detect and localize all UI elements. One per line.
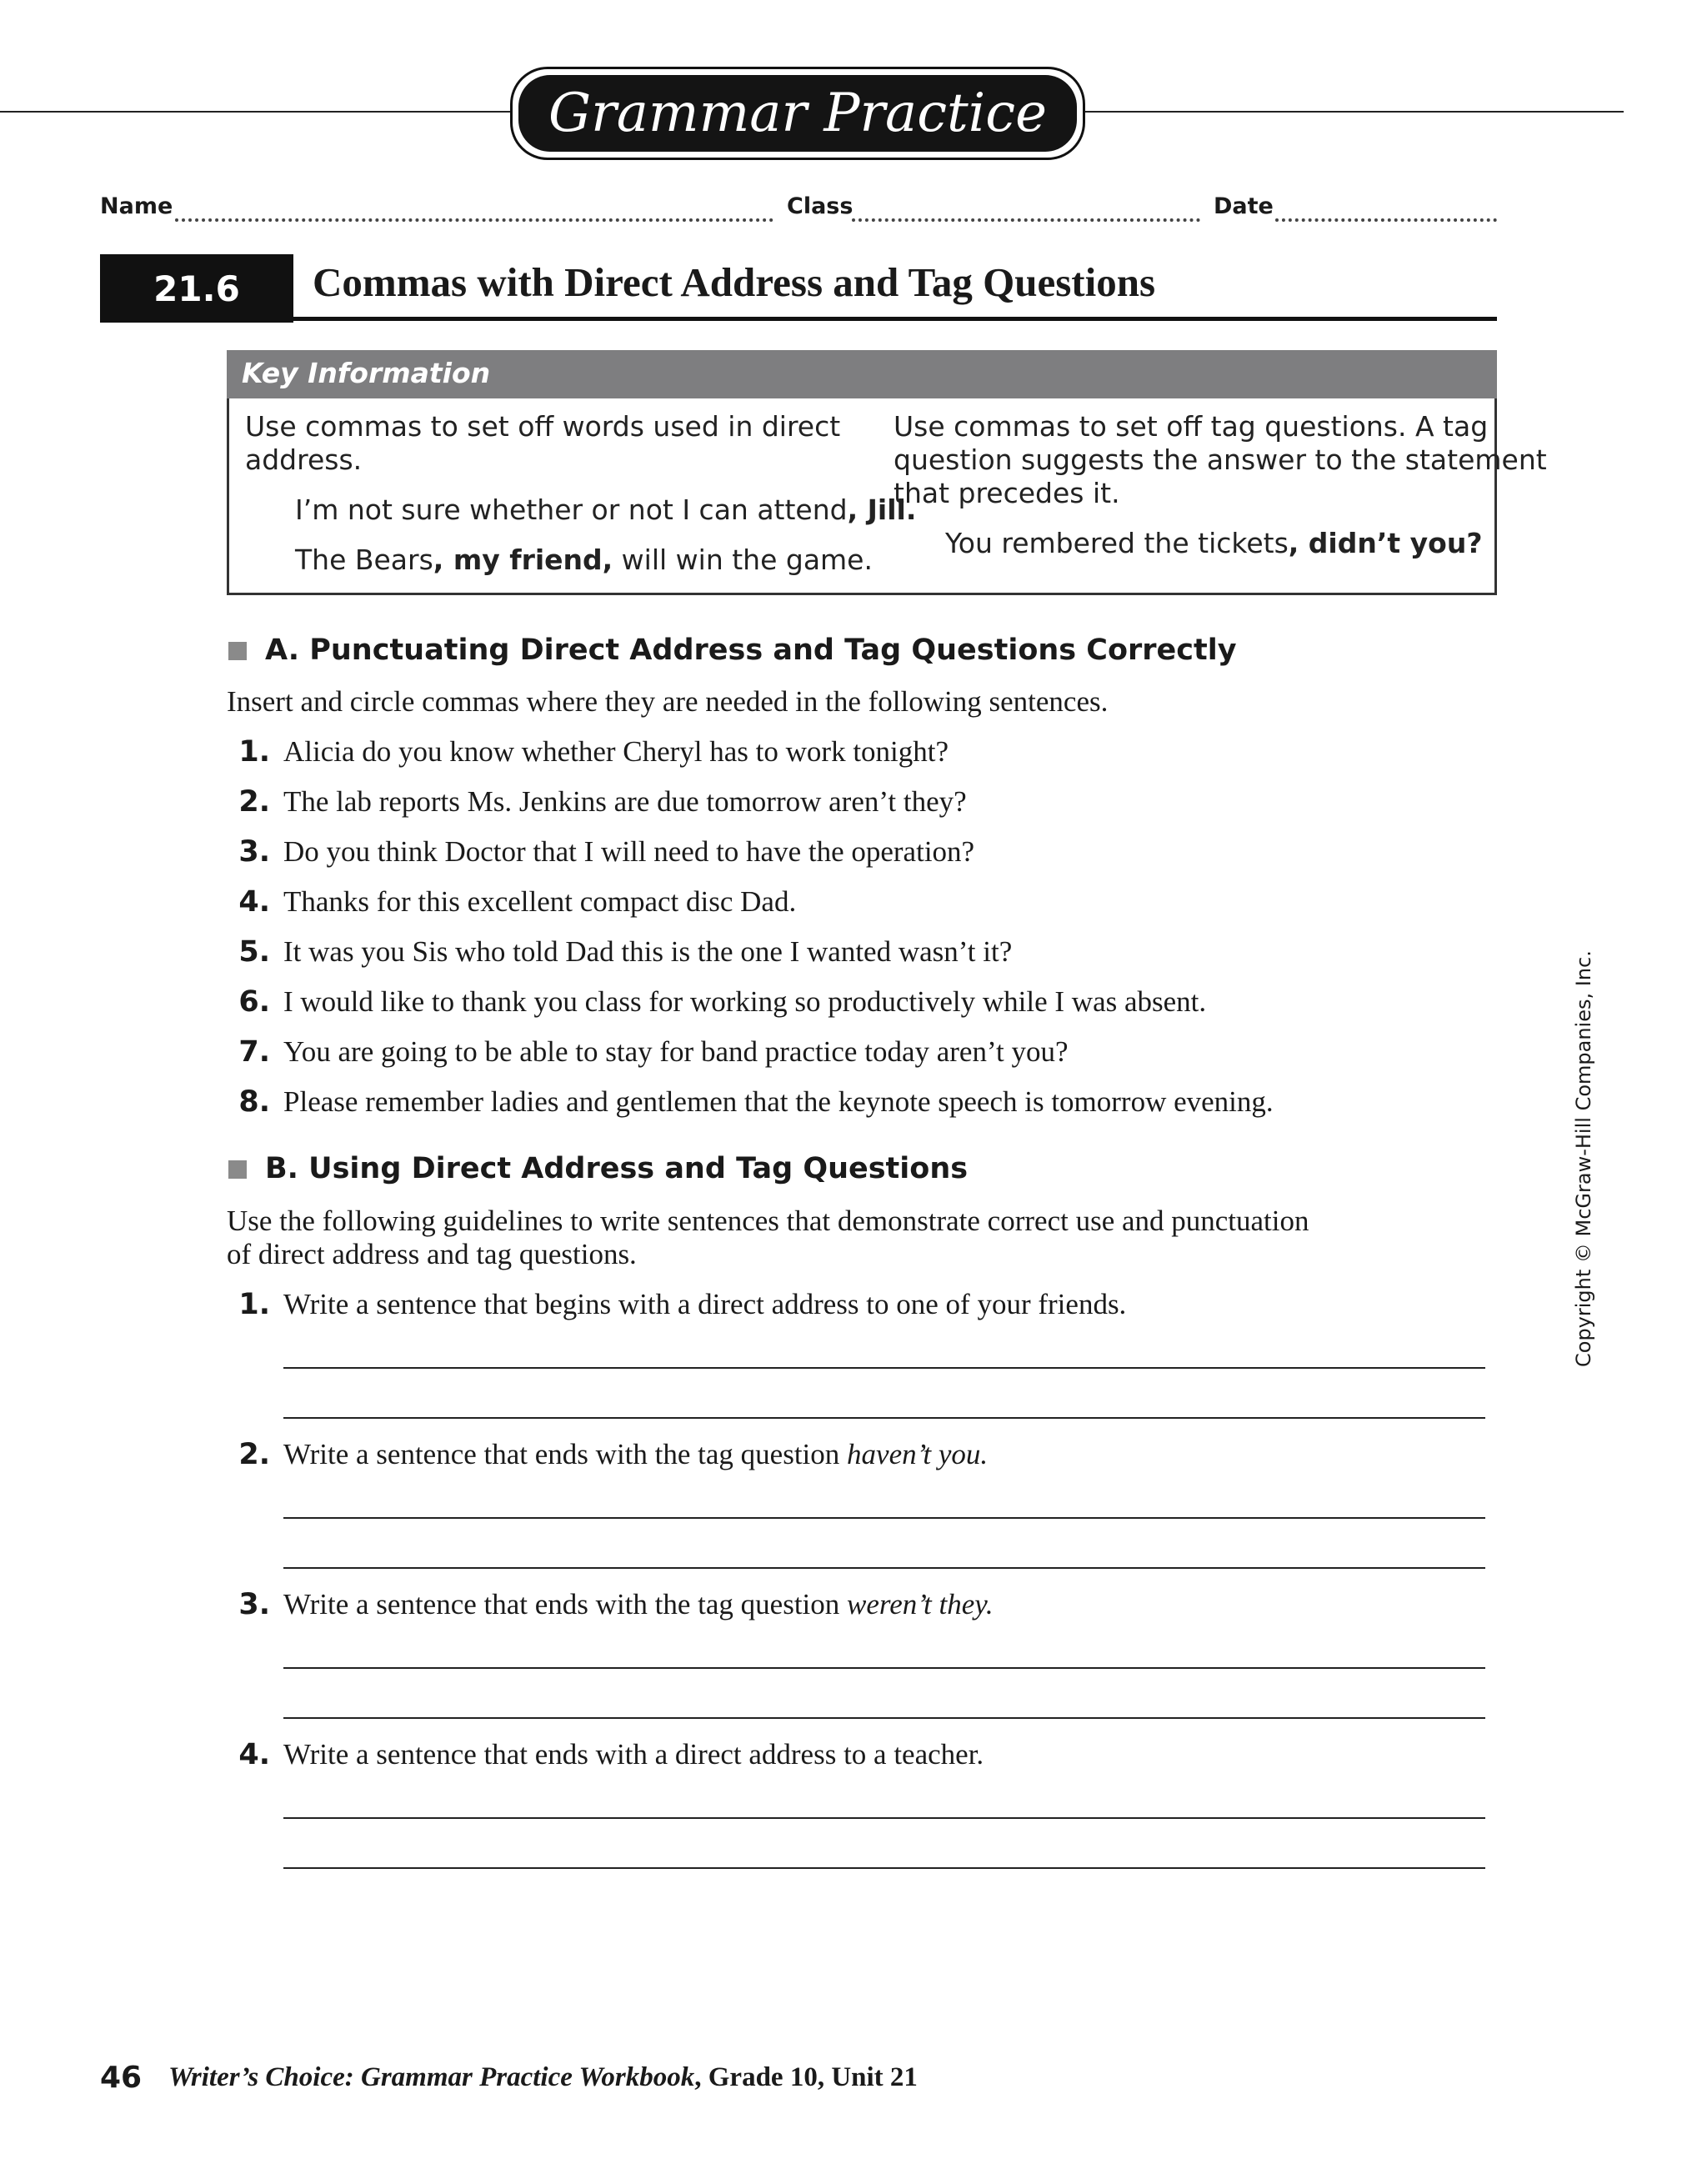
section-number: 21.6 xyxy=(153,268,240,309)
part-a-item-1: Alicia do you know whether Cheryl has to work tonight? xyxy=(283,735,949,768)
part-a-bullet-icon xyxy=(228,642,247,660)
part-b-item-2 xyxy=(283,1438,988,1471)
part-a-item-7-number: 7. xyxy=(238,1035,270,1069)
part-a-item-4-number: 4. xyxy=(238,885,270,919)
part-a-heading: A. Punctuating Direct Address and Tag Questions Correctly xyxy=(265,634,1237,667)
part-b-item-2-italic: haven’t you. xyxy=(847,1438,989,1470)
header-rule-left xyxy=(0,111,517,113)
answer-line-1b[interactable] xyxy=(283,1417,1485,1419)
part-a-item-4: Thanks for this excellent compact disc Dad. xyxy=(283,885,797,918)
date-field[interactable] xyxy=(1275,193,1497,222)
class-label: Class xyxy=(787,193,854,219)
copyright-notice: Copyright © McGraw-Hill Companies, Inc. xyxy=(1572,950,1595,1367)
part-b-instructions-line2: of direct address and tag questions. xyxy=(227,1238,637,1270)
key-right-example xyxy=(945,527,1482,560)
example-2-text-a: The Bears xyxy=(295,543,433,576)
example-2-emphasis: , my friend, xyxy=(433,543,613,576)
part-a-item-6: I would like to thank you class for working so productively while I was absent. xyxy=(283,985,1207,1018)
answer-line-2a[interactable] xyxy=(283,1517,1485,1519)
part-a-item-1-number: 1. xyxy=(238,735,270,769)
part-a-instructions: Insert and circle commas where they are needed in the following sentences. xyxy=(227,685,1109,718)
part-a-item-7: You are going to be able to stay for band practice today aren’t you? xyxy=(283,1035,1069,1068)
key-right-rule-line3: that precedes it. xyxy=(894,477,1120,509)
key-information-heading: Key Information xyxy=(242,357,491,389)
book-title-italic: Writer’s Choice: Grammar Practice Workbook xyxy=(168,2062,695,2092)
part-b-heading: B. Using Direct Address and Tag Questions xyxy=(265,1152,969,1185)
answer-line-1a[interactable] xyxy=(283,1367,1485,1369)
example-1-text: I’m not sure whether or not I can attend xyxy=(295,493,848,526)
name-field[interactable] xyxy=(175,193,773,222)
part-b-item-3 xyxy=(283,1588,994,1621)
part-b-item-1-number: 1. xyxy=(238,1288,270,1321)
example-2-text-c: will win the game. xyxy=(613,543,873,576)
part-a-item-2-number: 2. xyxy=(238,785,270,819)
key-right-rule-line2: question suggests the answer to the statement xyxy=(894,443,1547,476)
part-a-item-2: The lab reports Ms. Jenkins are due tomorrow aren’t they? xyxy=(283,785,967,818)
answer-line-4b[interactable] xyxy=(283,1867,1485,1869)
page-number: 46 xyxy=(100,2061,143,2095)
key-right-rule-line1: Use commas to set off tag questions. A tag xyxy=(894,410,1489,443)
part-b-item-4 xyxy=(283,1738,984,1771)
part-b-item-3-text: Write a sentence that ends with the tag question xyxy=(283,1588,848,1620)
answer-line-2b[interactable] xyxy=(283,1567,1485,1569)
class-field[interactable] xyxy=(852,193,1200,222)
part-b-item-3-italic: weren’t they. xyxy=(847,1588,994,1620)
part-b-item-2-number: 2. xyxy=(238,1438,270,1471)
banner-title: Grammar Practice xyxy=(518,75,1077,152)
part-b-item-2-text: Write a sentence that ends with the tag question xyxy=(283,1438,848,1470)
name-label: Name xyxy=(100,193,173,219)
key-left-example-2 xyxy=(295,543,873,577)
part-a-item-8-number: 8. xyxy=(238,1085,270,1119)
example-1-emphasis: , Jill. xyxy=(847,493,917,526)
tag-example-emphasis: , didn’t you? xyxy=(1288,527,1483,559)
part-b-item-4-number: 4. xyxy=(238,1738,270,1771)
part-a-item-3: Do you think Doctor that I will need to have the operation? xyxy=(283,835,975,868)
answer-line-3b[interactable] xyxy=(283,1717,1485,1719)
part-b-instructions-line1: Use the following guidelines to write sentences that demonstrate correct use and punctuation xyxy=(227,1205,1309,1237)
tag-example-text: You rembered the tickets xyxy=(945,527,1289,559)
part-a-item-5-number: 5. xyxy=(238,935,270,969)
title-rule xyxy=(293,317,1497,321)
part-b-item-1 xyxy=(283,1288,1126,1321)
part-a-item-5: It was you Sis who told Dad this is the one I wanted wasn’t it? xyxy=(283,935,1013,968)
footer-book-title xyxy=(168,2062,918,2093)
part-a-item-8: Please remember ladies and gentlemen that the keynote speech is tomorrow evening. xyxy=(283,1085,1274,1118)
part-b-bullet-icon xyxy=(228,1160,247,1179)
part-b-item-1-text: Write a sentence that begins with a direct address to one of your friends. xyxy=(283,1288,1127,1320)
part-a-item-3-number: 3. xyxy=(238,835,270,869)
date-label: Date xyxy=(1214,193,1274,219)
part-a-item-6-number: 6. xyxy=(238,985,270,1019)
key-left-rule-line2: address. xyxy=(245,443,363,476)
part-b-item-4-text: Write a sentence that ends with a direct address to a teacher. xyxy=(283,1738,984,1771)
answer-line-3a[interactable] xyxy=(283,1667,1485,1669)
book-title-suffix: , Grade 10, Unit 21 xyxy=(694,2062,918,2092)
answer-line-4a[interactable] xyxy=(283,1817,1485,1819)
part-b-item-3-number: 3. xyxy=(238,1588,270,1621)
section-title: Commas with Direct Address and Tag Questions xyxy=(313,259,1156,305)
key-left-example-1 xyxy=(295,493,916,527)
key-left-rule-line1: Use commas to set off words used in direct xyxy=(245,410,841,443)
header-rule-right xyxy=(1084,111,1624,113)
